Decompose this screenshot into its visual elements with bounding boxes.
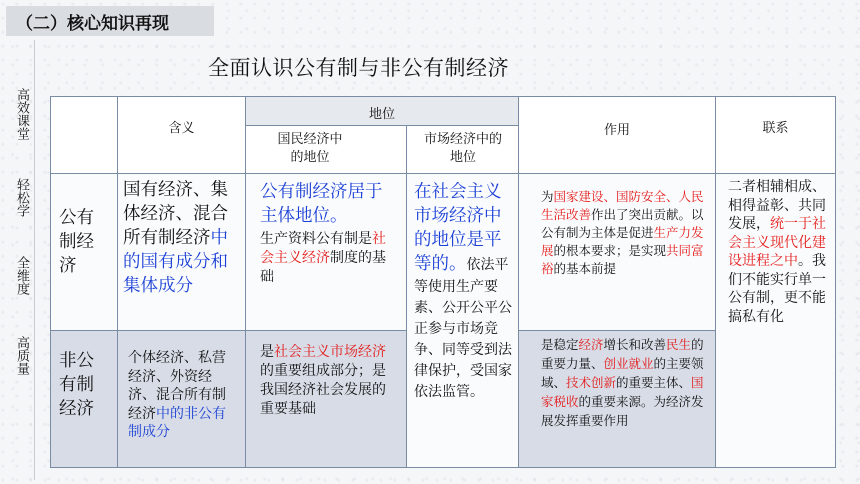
row-public-national-text-b: 制度的基础 [260,250,386,285]
row-nonpublic-meaning [117,330,246,468]
side-label-2: 轻松学 [14,178,29,217]
market-status-detail: 依法平等使用生产要素、公开公平公正参与市场竞争、同等受到法律保护，受国家依法监管。 [414,257,512,400]
row-nonpublic-meaning-highlight: 中的非公有制成分 [128,405,226,440]
header-role-text: 作用 [603,123,630,138]
row-public-role-red2: 生产力发展 [541,225,704,258]
row-nonpublic-role-d: 的主要领域、 [541,356,704,390]
row-public-national [245,173,407,331]
market-status-main: 在社会主义市场经济中的地位是平等的。 [414,182,502,274]
row-nonpublic-role-a: 是稳定 [541,337,579,352]
side-label-3: 全维度 [14,256,29,295]
row-nonpublic-role-red3: 创业就业 [603,356,654,371]
page-title: 全面认识公有制与非公有制经济 [208,56,509,80]
header-relation [715,96,836,174]
side-divider [34,40,35,480]
row-public-role-a: 为 [541,189,554,204]
row-public-name-text: 公有制经济 [59,208,94,276]
row-nonpublic-national-b: 的重要组成部分；是我国经济社会发展的重要基础 [260,363,386,417]
header-status-text: 地位 [368,107,395,122]
market-status-cell [406,173,519,468]
row-public-name [50,173,118,331]
row-nonpublic-role-red1: 经济 [578,337,604,352]
row-nonpublic-name [50,330,118,468]
row-nonpublic-role-f: 的重要来源。为经济发展发挥重要作用 [541,394,704,428]
relation-cell [715,173,836,468]
row-public-national-text-a: 生产资料公有制是 [260,231,372,247]
row-nonpublic-role-c: 的重要力量、 [541,337,704,371]
side-label-1: 高效课堂 [14,88,29,140]
row-public-meaning-text: 国有经济、集体经济、混合所有制经济 [123,180,228,248]
row-public-role-b: 作出了突出贡献。以公有制为主体是促进 [541,207,704,240]
row-public-role-c: 的根本要求；是实现 [553,243,667,258]
row-public-role [518,173,716,331]
header-role [518,96,716,174]
row-nonpublic-meaning-text: 个体经济、私营经济、外资经济、混合所有制经济 [128,350,226,422]
row-public-role-d: 的基本前提 [553,261,617,276]
header-status-market-text: 市场经济中的地位 [423,132,502,165]
row-nonpublic-role-red2: 民生 [666,337,692,352]
row-nonpublic-national [245,330,407,468]
row-nonpublic-role-e: 的重要主体、 [616,375,692,390]
header-meaning [117,96,246,174]
row-public-role-red1: 国家建设、国防安全、人民生活改善 [541,189,704,222]
row-public-national-main: 公有制经济居于主体地位。 [260,182,383,226]
row-nonpublic-name-text: 非公有制经济 [59,351,94,419]
header-status [245,96,519,126]
row-public-role-red3: 共同富裕 [541,243,704,276]
row-nonpublic-role-red4: 技术创新 [566,375,617,390]
row-nonpublic-national-a: 是 [260,344,274,360]
header-status-national [245,125,407,174]
side-label-4: 高质量 [14,336,29,375]
relation-text-b: 。我们不能实行单一公有制，更不能搞私有化 [728,253,826,325]
header-status-market [406,125,519,174]
row-public-meaning-highlight: 中的国有成分和集体成分 [123,228,228,296]
row-public-meaning [117,173,246,331]
header-blank [50,96,118,174]
header-relation-text: 联系 [762,121,789,136]
header-status-national-text: 国民经济中的地位 [277,132,343,165]
row-nonpublic-role-red5: 国家税收 [541,375,704,409]
relation-text-red: 统一于社会主义现代化建设进程之中 [728,216,826,269]
row-nonpublic-role-b: 增长和改善 [603,337,667,352]
section-label: （二）核心知识再现 [6,6,214,36]
row-nonpublic-national-red: 社会主义市场经济 [274,344,386,360]
row-public-national-red: 社会主义经济 [260,231,386,266]
header-meaning-text: 含义 [168,121,195,136]
relation-text-a: 二者相辅相成、相得益彰、共同发展， [728,179,826,232]
row-nonpublic-role [518,330,716,468]
